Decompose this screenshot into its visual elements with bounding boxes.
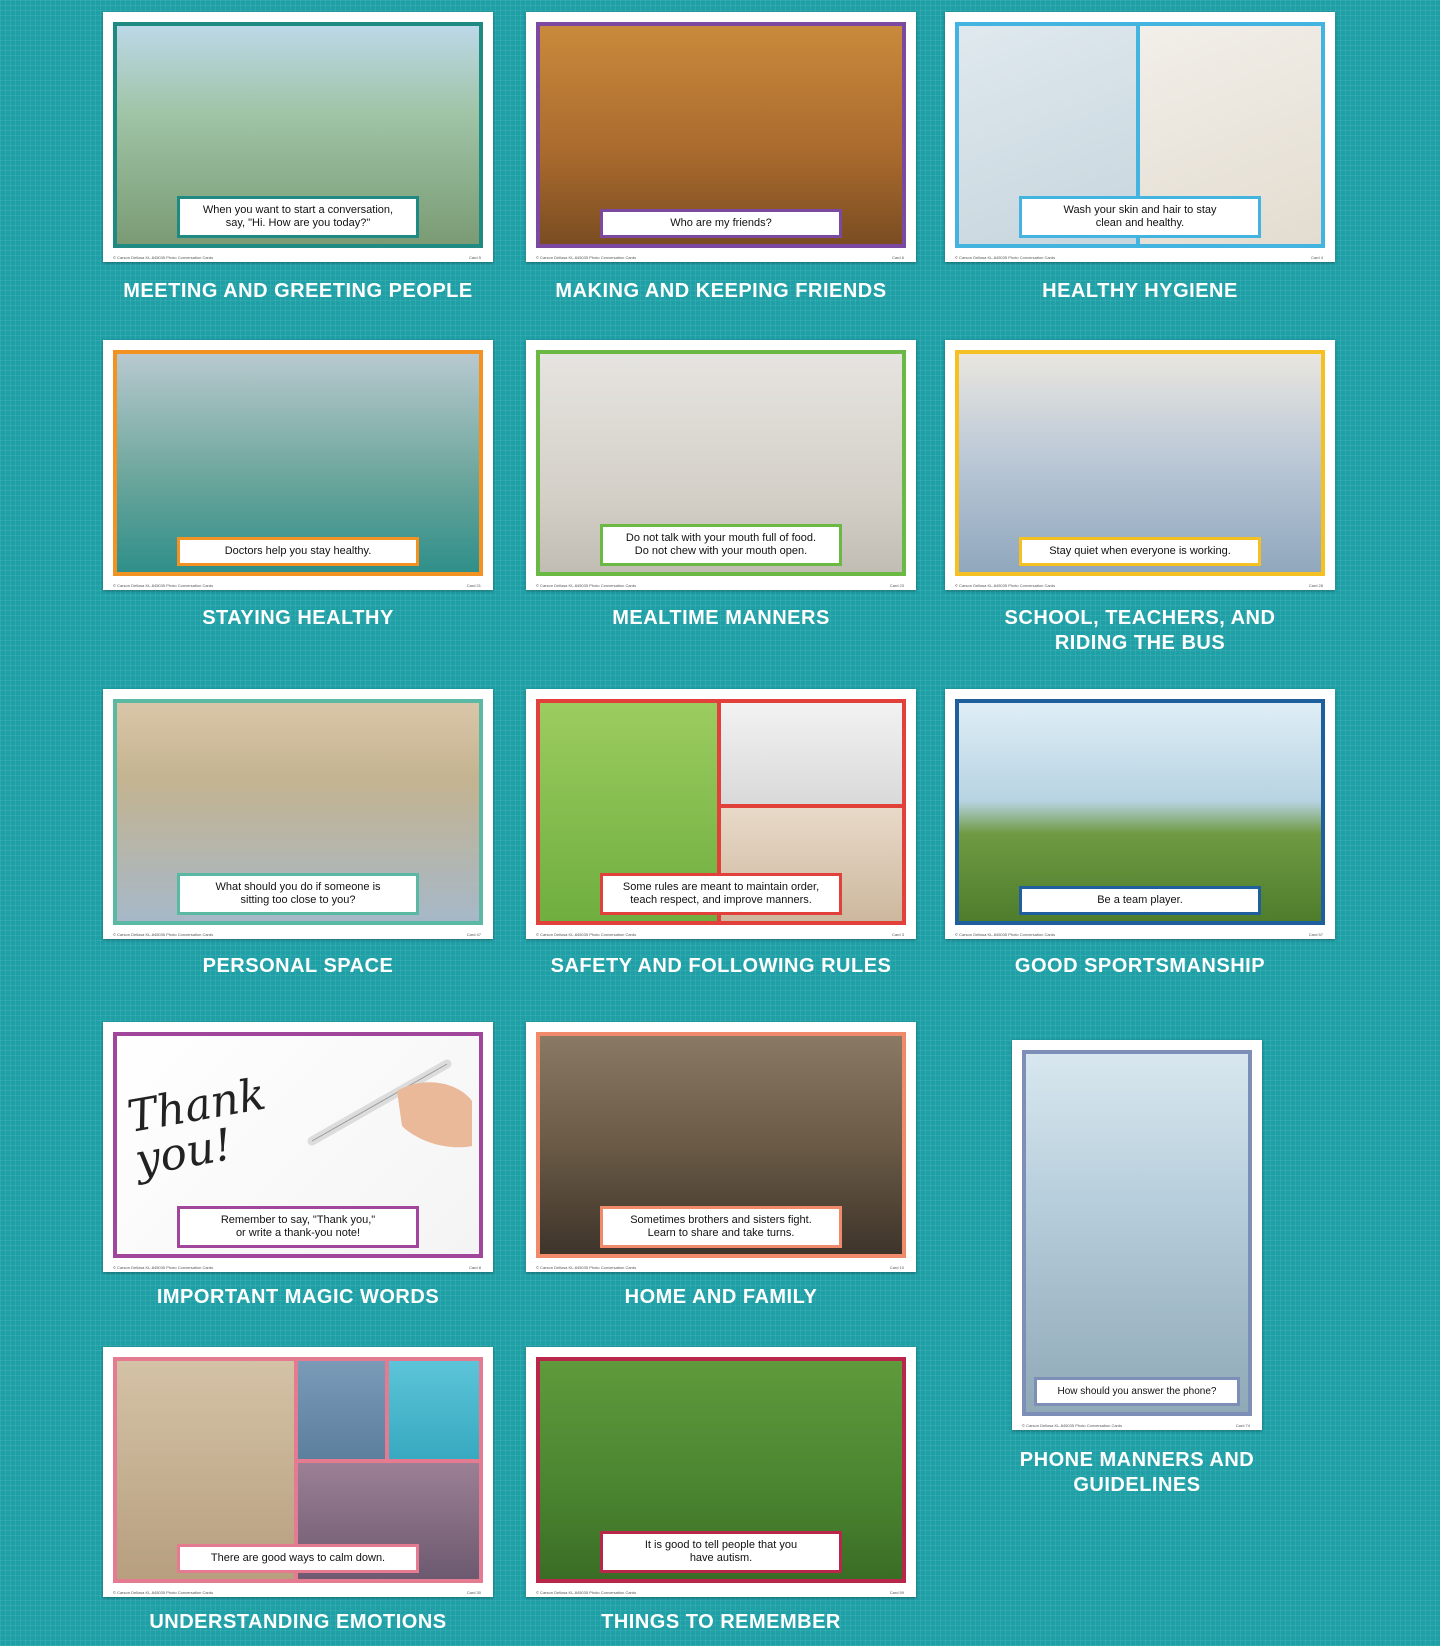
category-label: MEETING AND GREETING PEOPLE [123, 280, 473, 302]
card-caption: How should you answer the phone? [1034, 1377, 1240, 1406]
card-number: Card 47 [466, 932, 481, 937]
card-healthy[interactable] [103, 340, 493, 590]
copyright-text: © Carson Dellosa KL-845035 Photo Conversation Cards [536, 255, 637, 260]
card-frame [536, 1032, 906, 1258]
card-photo-gum [721, 703, 902, 808]
card-caption: Stay quiet when everyone is working. [1019, 537, 1261, 566]
card-caption: Remember to say, "Thank you," or write a thank-you note! [177, 1206, 419, 1248]
card-caption: Be a team player. [1019, 886, 1261, 915]
copyright-text: © Carson Dellosa KL-845035 Photo Conversation Cards [536, 583, 637, 588]
card-caption: Some rules are meant to maintain order, teach respect, and improve manners. [600, 873, 842, 915]
card-caption: Wash your skin and hair to stay clean and healthy. [1019, 196, 1261, 238]
thank-you-handwriting: Thank you! [123, 1068, 270, 1187]
category-label: UNDERSTANDING EMOTIONS [149, 1611, 447, 1633]
copyright-text: © Carson Dellosa KL-845035 Photo Conversation Cards [1022, 1423, 1123, 1428]
card-frame [1022, 1050, 1252, 1416]
card-school[interactable] [945, 340, 1335, 590]
copyright-text: © Carson Dellosa KL-845035 Photo Conversation Cards [113, 255, 214, 260]
card-photo-boy [298, 1361, 389, 1463]
card-sportsmanship[interactable] [945, 689, 1335, 939]
card-frame [955, 22, 1325, 248]
card-frame [536, 22, 906, 248]
copyright-text: © Carson Dellosa KL-845035 Photo Conversation Cards [536, 1265, 637, 1270]
card-things[interactable] [526, 1347, 916, 1597]
card-caption: Doctors help you stay healthy. [177, 537, 419, 566]
card-number: Card 21 [466, 583, 481, 588]
category-label: MAKING AND KEEPING FRIENDS [555, 280, 887, 302]
category-label: PERSONAL SPACE [202, 955, 394, 977]
category-label: MEALTIME MANNERS [612, 607, 830, 629]
card-frame [536, 699, 906, 925]
card-magic-words[interactable] [103, 1022, 493, 1272]
copyright-text: © Carson Dellosa KL-845035 Photo Conversation Cards [536, 932, 637, 937]
card-frame [113, 699, 483, 925]
card-caption: When you want to start a conversation, say, "Hi. How are you today?" [177, 196, 419, 238]
category-label: THINGS TO REMEMBER [601, 1611, 841, 1633]
card-caption: Sometimes brothers and sisters fight. Learn to share and take turns. [600, 1206, 842, 1248]
card-number: Card 74 [1235, 1423, 1250, 1428]
category-label: HEALTHY HYGIENE [1042, 280, 1238, 302]
category-label: STAYING HEALTHY [202, 607, 394, 629]
card-number: Card 6 [891, 255, 904, 260]
card-photo [1026, 1054, 1248, 1412]
card-meeting[interactable] [103, 12, 493, 262]
card-frame [536, 350, 906, 576]
card-phone[interactable] [1012, 1040, 1262, 1430]
card-frame [113, 22, 483, 248]
card-frame [536, 1357, 906, 1583]
card-caption: There are good ways to calm down. [177, 1544, 419, 1573]
card-number: Card 10 [889, 1265, 904, 1270]
copyright-text: © Carson Dellosa KL-845035 Photo Conversation Cards [113, 1265, 214, 1270]
card-number: Card 30 [466, 1590, 481, 1595]
category-label: GOOD SPORTSMANSHIP [1014, 955, 1266, 977]
card-emotions[interactable] [103, 1347, 493, 1597]
card-frame [113, 1357, 483, 1583]
card-mealtime[interactable] [526, 340, 916, 590]
card-number: Card 57 [1308, 932, 1323, 937]
card-frame [955, 699, 1325, 925]
card-caption: Do not talk with your mouth full of food. Do not chew with your mouth open. [600, 524, 842, 566]
card-number: Card 4 [1310, 255, 1323, 260]
copyright-text: © Carson Dellosa KL-845035 Photo Conversation Cards [113, 583, 214, 588]
card-number: Card 23 [889, 583, 904, 588]
card-number: Card 8 [468, 1265, 481, 1270]
copyright-text: © Carson Dellosa KL-845035 Photo Conversation Cards [955, 583, 1056, 588]
card-frame [955, 350, 1325, 576]
copyright-text: © Carson Dellosa KL-845035 Photo Conversation Cards [113, 932, 214, 937]
card-photo-headphones [389, 1361, 480, 1463]
copyright-text: © Carson Dellosa KL-845035 Photo Conversation Cards [536, 1590, 637, 1595]
category-label: SAFETY AND FOLLOWING RULES [550, 955, 892, 977]
card-number: Card 28 [1308, 583, 1323, 588]
card-number: Card 59 [889, 1590, 904, 1595]
copyright-text: © Carson Dellosa KL-845035 Photo Conversation Cards [113, 1590, 214, 1595]
card-caption: Who are my friends? [600, 209, 842, 238]
card-frame [113, 1032, 483, 1258]
category-label: IMPORTANT MAGIC WORDS [156, 1286, 440, 1308]
category-label: PHONE MANNERS AND GUIDELINES [1019, 1449, 1255, 1496]
card-personal-space[interactable] [103, 689, 493, 939]
category-label: SCHOOL, TEACHERS, AND RIDING THE BUS [1004, 607, 1276, 654]
copyright-text: © Carson Dellosa KL-845035 Photo Conversation Cards [955, 932, 1056, 937]
card-friends[interactable] [526, 12, 916, 262]
copyright-text: © Carson Dellosa KL-845035 Photo Conversation Cards [955, 255, 1056, 260]
category-label: HOME AND FAMILY [624, 1286, 818, 1308]
card-caption: It is good to tell people that you have autism. [600, 1531, 842, 1573]
card-safety[interactable] [526, 689, 916, 939]
card-number: Card 5 [468, 255, 481, 260]
card-hygiene[interactable] [945, 12, 1335, 262]
card-home[interactable] [526, 1022, 916, 1272]
pen-hand-icon [297, 1046, 477, 1156]
card-frame [113, 350, 483, 576]
card-number: Card 3 [891, 932, 904, 937]
card-caption: What should you do if someone is sitting too close to you? [177, 873, 419, 915]
